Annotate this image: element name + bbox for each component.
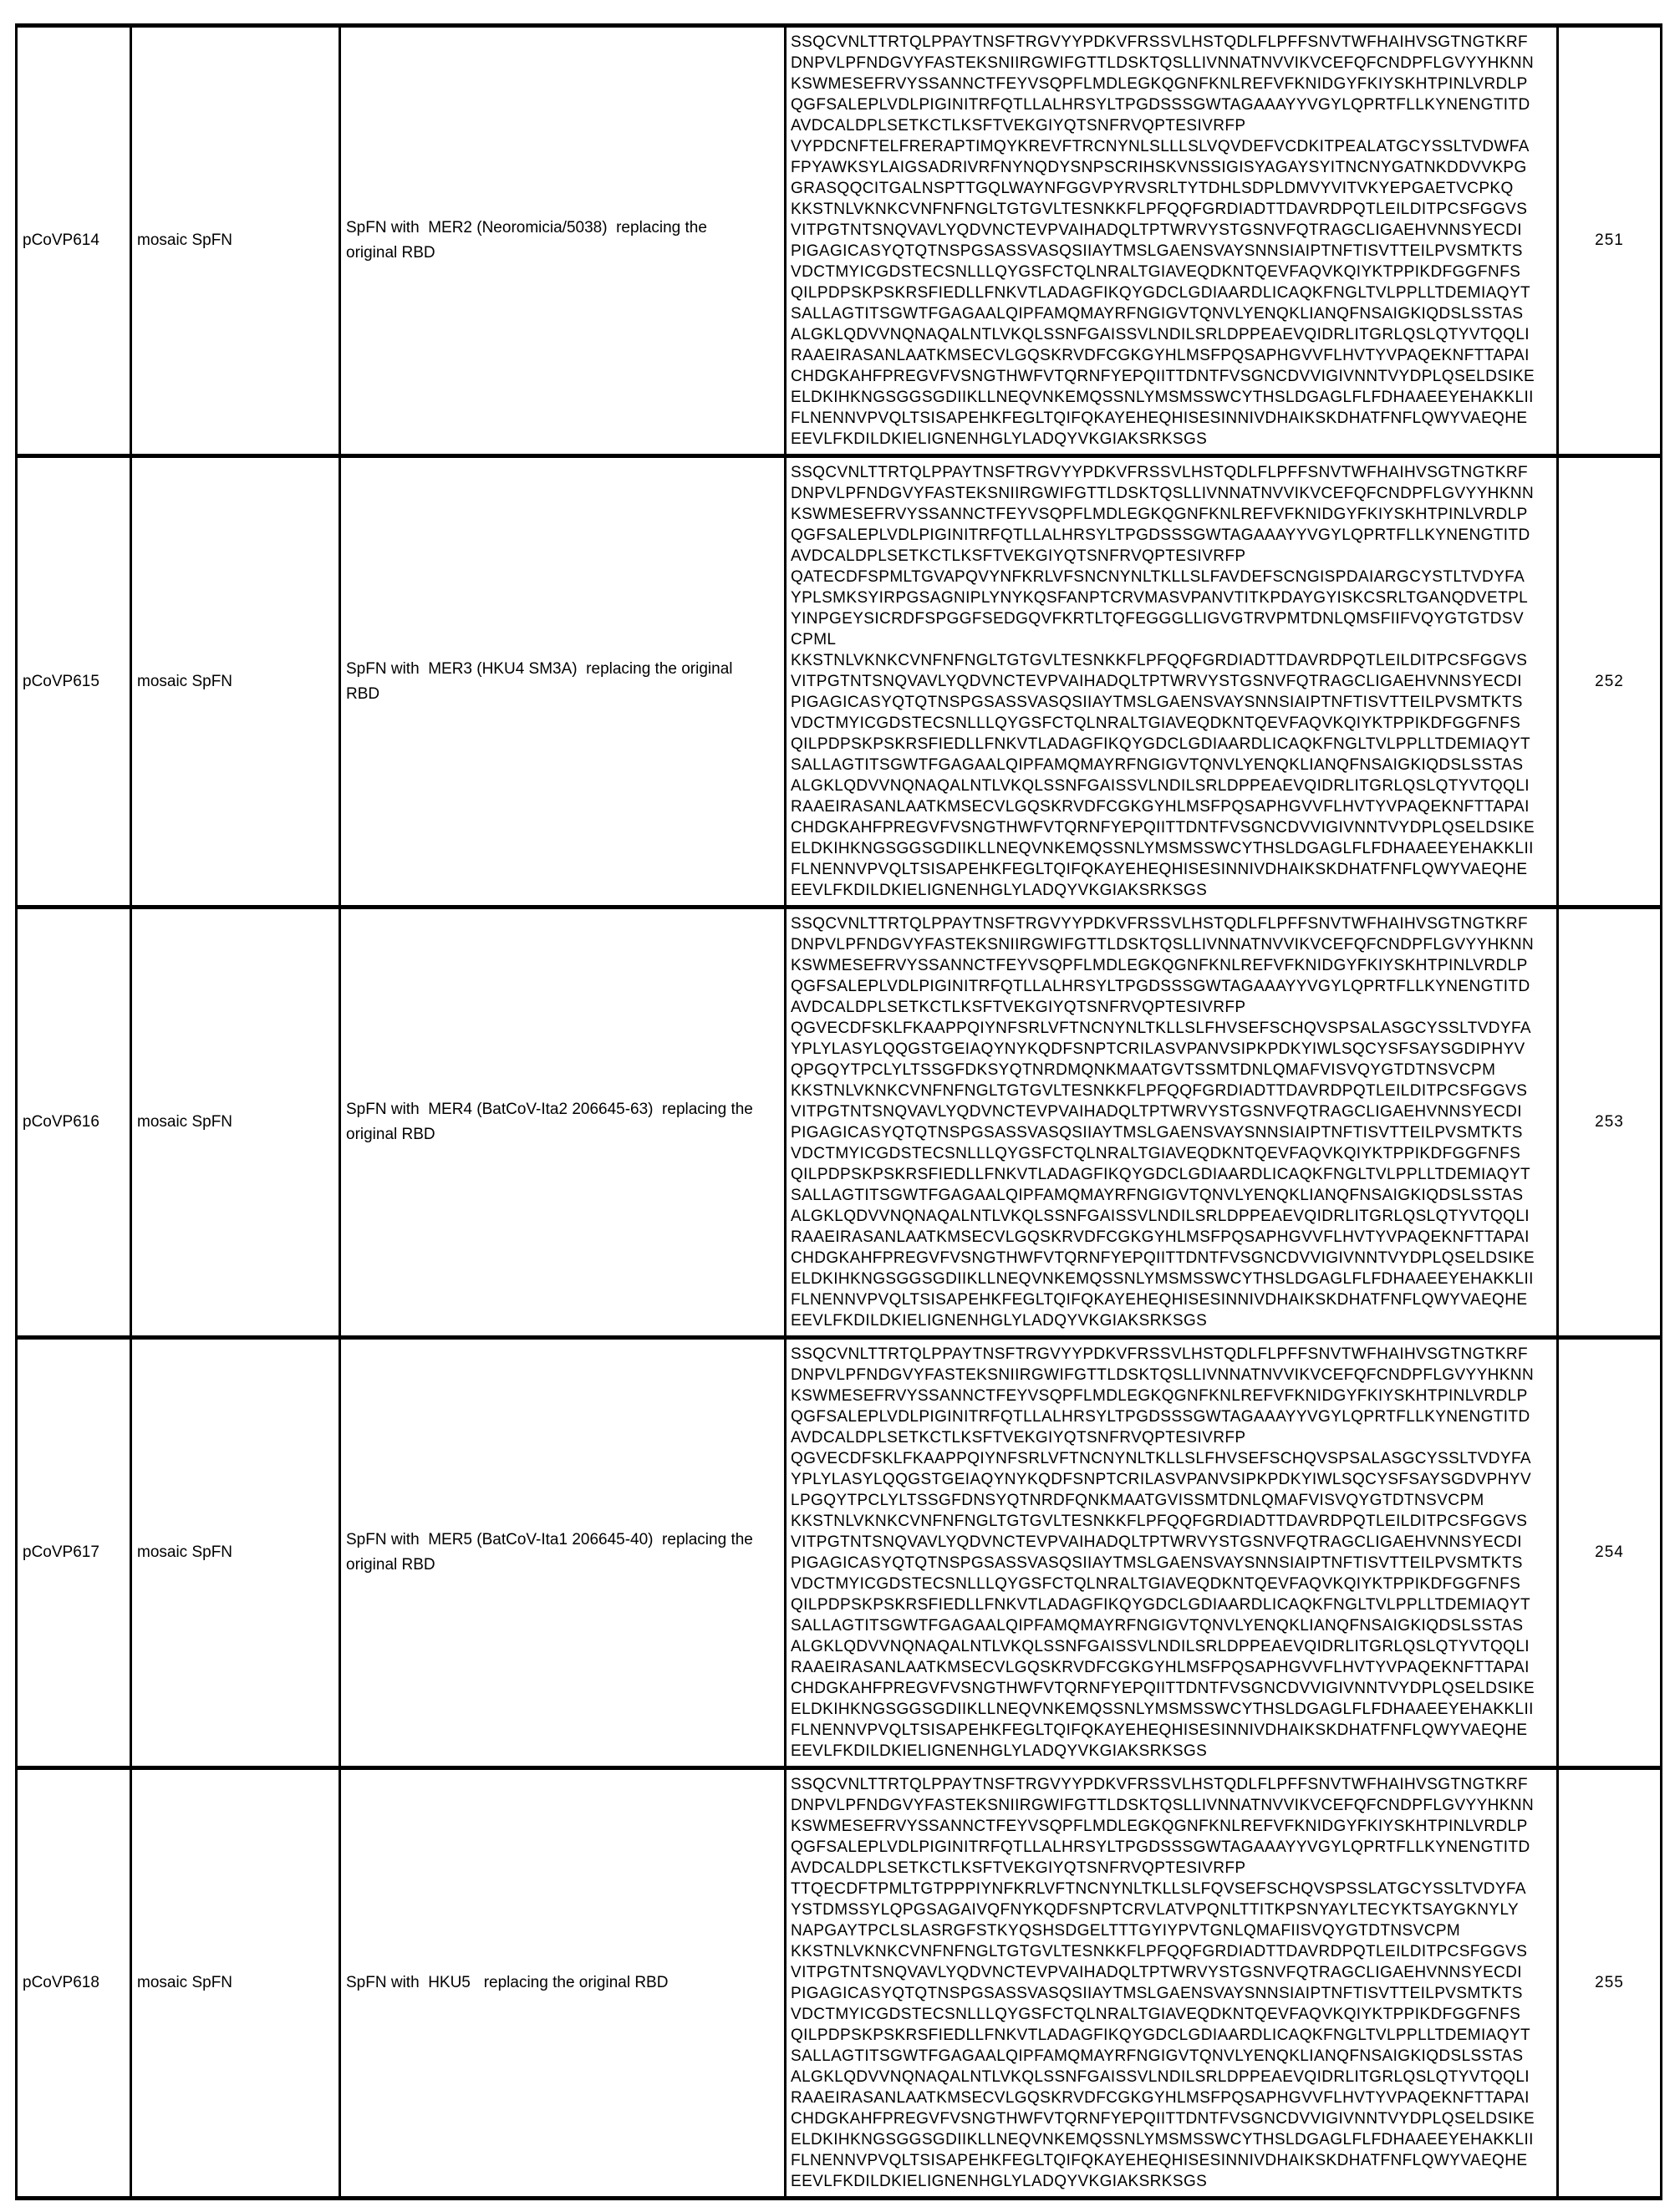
protein-sequence: SSQCVNLTTRTQLPPAYTNSFTRGVYYPDKVFRSSVLHSTQDLFLPFFSNVTWFHAIHVSGTNGTKRF DNPVLPFNDGVYFASTEKSNIIRGWIFGTTLDSKTQSLLIVNNATNVVIKVCEFQFCNDPFLGVYYHKNN KSWMESEFRVYSSANNCTFEYVSQPFLMDLEGKQGNFKNLREFVFKNIDGYFKIYSKHTPINLVRDLP QGFSALEPLVDLPIGINITRFQTLLALHRSYLTPGDSSSGWTAGAAAYYVGYLQPRTFLLKYNENGTITD AVDCALDPLSETKCTLKSFTVEKGIYQTSNFRVQPTESIVRFP QATECDFSPMLTGVAPQVYNFKRLVFSNCNYNLTKLLSLFAVDEFSCNGISPDAIARGCYSTLTVDYFA YPLSMKSYIRPGSAGNIPLYNYKQSFANPTCRVMASVPANVTITKPDAYGYISKCSRLTGANQDVETPL YINPGEYSICRDFSPGGFSEDGQVFKRTLTQFEGGGLLIGVGTRVPMTDNLQMSFIIFVQYGTGTDSV CPML KKSTNLVKNKCVNFNFNGLTGTGVLTESNKKFLPFQQFGRDIADTTDAVRDPQTLEILDITPCSFGGVS VITPGTNTSNQVAVLYQDVNCTEVPVAIHADQLTPTWRVYSTGSNVFQTRAGCLIGAEHVNNSYECDI PIGAGICASYQTQTNSPGSASSVASQSIIAYTMSLGAENSVAYSNNSIAIPTNFTISVTTEILPVSMTKTS VDCTMYICGDSTECSNLLLQYGSFCTQLNRALTGIAVEQDKNTQEVFAQVKQIYKTPPIKDFGGFNFS QILPDPSKPSKRSFIEDLLFNKVTLADAGFIKQYGDCLGDIAARDLICAQKFNGLTVLPPLLTDEMIAQYT SALLAGTITSGWTFGAGAALQIPFAMQMAYRFNGIGVTQNVLYENQKLIANQFNSAIGKIQDSLSSTAS ALGKLQDVVNQNAQALNTLVKQLSSNFGAISSVLNDILSRLDPPEAEVQIDRLITGRLQSLQTYVTQQLI RAAEIRASANLAATKMSECVLGQSKRVDFCGKGYHLMSFPQSAPHGVVFLHVTYVPAQEKNFTTAPAI CHDGKAHFPREGVFVSNGTHWFVTQRNFYEPQIITTDNTFVSGNCDVVIGIVNNTVYDPLQSELDSIKE ELDKIHKNGSGGSGDIIKLLNEQVNKEMQSSNLYMSMSSWCYTHSLDGAGLFLFDHAAEEYEHAKKLII FLNENNVPVQLTSISAPEHKFEGLTQIFQKAYEHEQHISESINNIVDHAIKSKDHATFNFLQWYVAEQHE EEVLFKDILDKIELIGNENHGLYLADQYVKGIAKSRKSGS <box>786 456 1558 908</box>
seq-id-number: 254 <box>1558 1338 1662 1768</box>
table-row <box>17 1768 1662 2199</box>
protein-sequence: SSQCVNLTTRTQLPPAYTNSFTRGVYYPDKVFRSSVLHSTQDLFLPFFSNVTWFHAIHVSGTNGTKRF DNPVLPFNDGVYFASTEKSNIIRGWIFGTTLDSKTQSLLIVNNATNVVIKVCEFQFCNDPFLGVYYHKNN KSWMESEFRVYSSANNCTFEYVSQPFLMDLEGKQGNFKNLREFVFKNIDGYFKIYSKHTPINLVRDLP QGFSALEPLVDLPIGINITRFQTLLALHRSYLTPGDSSSGWTAGAAAYYVGYLQPRTFLLKYNENGTITD AVDCALDPLSETKCTLKSFTVEKGIYQTSNFRVQPTESIVRFP TTQECDFTPMLTGTPPPIYNFKRLVFTNCNYNLTKLLSLFQVSEFSCHQVSPSSLATGCYSSLTVDYFA YSTDMSSYLQPGSAGAIVQFNYKQDFSNPTCRVLATVPQNLTTITKPSNYAYLTECYKTSAYGKNYLY NAPGAYTPCLSLASRGFSTKYQSHSDGELTTTGYIYPVTGNLQMAFIISVQYGTDTNSVCPM KKSTNLVKNKCVNFNFNGLTGTGVLTESNKKFLPFQQFGRDIADTTDAVRDPQTLEILDITPCSFGGVS VITPGTNTSNQVAVLYQDVNCTEVPVAIHADQLTPTWRVYSTGSNVFQTRAGCLIGAEHVNNSYECDI PIGAGICASYQTQTNSPGSASSVASQSIIAYTMSLGAENSVAYSNNSIAIPTNFTISVTTEILPVSMTKTS VDCTMYICGDSTECSNLLLQYGSFCTQLNRALTGIAVEQDKNTQEVFAQVKQIYKTPPIKDFGGFNFS QILPDPSKPSKRSFIEDLLFNKVTLADAGFIKQYGDCLGDIAARDLICAQKFNGLTVLPPLLTDEMIAQYT SALLAGTITSGWTFGAGAALQIPFAMQMAYRFNGIGVTQNVLYENQKLIANQFNSAIGKIQDSLSSTAS ALGKLQDVVNQNAQALNTLVKQLSSNFGAISSVLNDILSRLDPPEAEVQIDRLITGRLQSLQTYVTQQLI RAAEIRASANLAATKMSECVLGQSKRVDFCGKGYHLMSFPQSAPHGVVFLHVTYVPAQEKNFTTAPAI CHDGKAHFPREGVFVSNGTHWFVTQRNFYEPQIITTDNTFVSGNCDVVIGIVNNTVYDPLQSELDSIKE ELDKIHKNGSGGSGDIIKLLNEQVNKEMQSSNLYMSMSSWCYTHSLDGAGLFLFDHAAEEYEHAKKLII FLNENNVPVQLTSISAPEHKFEGLTQIFQKAYEHEQHISESINNIVDHAIKSKDHATFNFLQWYVAEQHE EEVLFKDILDKIELIGNENHGLYLADQYVKGIAKSRKSGS <box>786 1768 1558 2199</box>
construct-type: mosaic SpFN <box>131 456 340 908</box>
construct-description: SpFN with HKU5 replacing the original RBD <box>340 1768 786 2199</box>
protein-sequence: SSQCVNLTTRTQLPPAYTNSFTRGVYYPDKVFRSSVLHSTQDLFLPFFSNVTWFHAIHVSGTNGTKRF DNPVLPFNDGVYFASTEKSNIIRGWIFGTTLDSKTQSLLIVNNATNVVIKVCEFQFCNDPFLGVYYHKNN KSWMESEFRVYSSANNCTFEYVSQPFLMDLEGKQGNFKNLREFVFKNIDGYFKIYSKHTPINLVRDLP QGFSALEPLVDLPIGINITRFQTLLALHRSYLTPGDSSSGWTAGAAAYYVGYLQPRTFLLKYNENGTITD AVDCALDPLSETKCTLKSFTVEKGIYQTSNFRVQPTESIVRFP QGVECDFSKLFKAAPPQIYNFSRLVFTNCNYNLTKLLSLFHVSEFSCHQVSPSALASGCYSSLTVDYFA YPLYLASYLQQGSTGEIAQYNYKQDFSNPTCRILASVPANVSIPKPDKYIWLSQCYSFSAYSGDIPHYV QPGQYTPCLYLTSSGFDKSYQTNRDMQNKMAATGVTSSMTDNLQMAFVISVQYGTDTNSVCPM KKSTNLVKNKCVNFNFNGLTGTGVLTESNKKFLPFQQFGRDIADTTDAVRDPQTLEILDITPCSFGGVS VITPGTNTSNQVAVLYQDVNCTEVPVAIHADQLTPTWRVYSTGSNVFQTRAGCLIGAEHVNNSYECDI PIGAGICASYQTQTNSPGSASSVASQSIIAYTMSLGAENSVAYSNNSIAIPTNFTISVTTEILPVSMTKTS VDCTMYICGDSTECSNLLLQYGSFCTQLNRALTGIAVEQDKNTQEVFAQVKQIYKTPPIKDFGGFNFS QILPDPSKPSKRSFIEDLLFNKVTLADAGFIKQYGDCLGDIAARDLICAQKFNGLTVLPPLLTDEMIAQYT SALLAGTITSGWTFGAGAALQIPFAMQMAYRFNGIGVTQNVLYENQKLIANQFNSAIGKIQDSLSSTAS ALGKLQDVVNQNAQALNTLVKQLSSNFGAISSVLNDILSRLDPPEAEVQIDRLITGRLQSLQTYVTQQLI RAAEIRASANLAATKMSECVLGQSKRVDFCGKGYHLMSFPQSAPHGVVFLHVTYVPAQEKNFTTAPAI CHDGKAHFPREGVFVSNGTHWFVTQRNFYEPQIITTDNTFVSGNCDVVIGIVNNTVYDPLQSELDSIKE ELDKIHKNGSGGSGDIIKLLNEQVNKEMQSSNLYMSMSSWCYTHSLDGAGLFLFDHAAEEYEHAKKLII FLNENNVPVQLTSISAPEHKFEGLTQIFQKAYEHEQHISESINNIVDHAIKSKDHATFNFLQWYVAEQHE EEVLFKDILDKIELIGNENHGLYLADQYVKGIAKSRKSGS <box>786 908 1558 1338</box>
sequence-listing-table <box>15 23 1662 2200</box>
construct-id: pCoVP614 <box>17 26 131 456</box>
construct-type: mosaic SpFN <box>131 26 340 456</box>
seq-id-number: 253 <box>1558 908 1662 1338</box>
construct-type: mosaic SpFN <box>131 1338 340 1768</box>
seq-id-number: 252 <box>1558 456 1662 908</box>
construct-description: SpFN with MER3 (HKU4 SM3A) replacing the original RBD <box>340 456 786 908</box>
construct-id: pCoVP615 <box>17 456 131 908</box>
construct-type: mosaic SpFN <box>131 908 340 1338</box>
seq-id-number: 251 <box>1558 26 1662 456</box>
table-row <box>17 26 1662 456</box>
construct-id: pCoVP618 <box>17 1768 131 2199</box>
table-row <box>17 1338 1662 1768</box>
construct-description: SpFN with MER4 (BatCoV-Ita2 206645-63) replacing the original RBD <box>340 908 786 1338</box>
construct-type: mosaic SpFN <box>131 1768 340 2199</box>
construct-id: pCoVP616 <box>17 908 131 1338</box>
protein-sequence: SSQCVNLTTRTQLPPAYTNSFTRGVYYPDKVFRSSVLHSTQDLFLPFFSNVTWFHAIHVSGTNGTKRF DNPVLPFNDGVYFASTEKSNIIRGWIFGTTLDSKTQSLLIVNNATNVVIKVCEFQFCNDPFLGVYYHKNN KSWMESEFRVYSSANNCTFEYVSQPFLMDLEGKQGNFKNLREFVFKNIDGYFKIYSKHTPINLVRDLP QGFSALEPLVDLPIGINITRFQTLLALHRSYLTPGDSSSGWTAGAAAYYVGYLQPRTFLLKYNENGTITD AVDCALDPLSETKCTLKSFTVEKGIYQTSNFRVQPTESIVRFP QGVECDFSKLFKAAPPQIYNFSRLVFTNCNYNLTKLLSLFHVSEFSCHQVSPSALASGCYSSLTVDYFA YPLYLASYLQQGSTGEIAQYNYKQDFSNPTCRILASVPANVSIPKPDKYIWLSQCYSFSAYSGDVPHYV LPGQYTPCLYLTSSGFDNSYQTNRDFQNKMAATGVISSMTDNLQMAFVISVQYGTDTNSVCPM KKSTNLVKNKCVNFNFNGLTGTGVLTESNKKFLPFQQFGRDIADTTDAVRDPQTLEILDITPCSFGGVS VITPGTNTSNQVAVLYQDVNCTEVPVAIHADQLTPTWRVYSTGSNVFQTRAGCLIGAEHVNNSYECDI PIGAGICASYQTQTNSPGSASSVASQSIIAYTMSLGAENSVAYSNNSIAIPTNFTISVTTEILPVSMTKTS VDCTMYICGDSTECSNLLLQYGSFCTQLNRALTGIAVEQDKNTQEVFAQVKQIYKTPPIKDFGGFNFS QILPDPSKPSKRSFIEDLLFNKVTLADAGFIKQYGDCLGDIAARDLICAQKFNGLTVLPPLLTDEMIAQYT SALLAGTITSGWTFGAGAALQIPFAMQMAYRFNGIGVTQNVLYENQKLIANQFNSAIGKIQDSLSSTAS ALGKLQDVVNQNAQALNTLVKQLSSNFGAISSVLNDILSRLDPPEAEVQIDRLITGRLQSLQTYVTQQLI RAAEIRASANLAATKMSECVLGQSKRVDFCGKGYHLMSFPQSAPHGVVFLHVTYVPAQEKNFTTAPAI CHDGKAHFPREGVFVSNGTHWFVTQRNFYEPQIITTDNTFVSGNCDVVIGIVNNTVYDPLQSELDSIKE ELDKIHKNGSGGSGDIIKLLNEQVNKEMQSSNLYMSMSSWCYTHSLDGAGLFLFDHAAEEYEHAKKLII FLNENNVPVQLTSISAPEHKFEGLTQIFQKAYEHEQHISESINNIVDHAIKSKDHATFNFLQWYVAEQHE EEVLFKDILDKIELIGNENHGLYLADQYVKGIAKSRKSGS <box>786 1338 1558 1768</box>
table-row <box>17 908 1662 1338</box>
construct-description: SpFN with MER2 (Neoromicia/5038) replacing the original RBD <box>340 26 786 456</box>
construct-description: SpFN with MER5 (BatCoV-Ita1 206645-40) replacing the original RBD <box>340 1338 786 1768</box>
protein-sequence: SSQCVNLTTRTQLPPAYTNSFTRGVYYPDKVFRSSVLHSTQDLFLPFFSNVTWFHAIHVSGTNGTKRF DNPVLPFNDGVYFASTEKSNIIRGWIFGTTLDSKTQSLLIVNNATNVVIKVCEFQFCNDPFLGVYYHKNN KSWMESEFRVYSSANNCTFEYVSQPFLMDLEGKQGNFKNLREFVFKNIDGYFKIYSKHTPINLVRDLP QGFSALEPLVDLPIGINITRFQTLLALHRSYLTPGDSSSGWTAGAAAYYVGYLQPRTFLLKYNENGTITD AVDCALDPLSETKCTLKSFTVEKGIYQTSNFRVQPTESIVRFP VYPDCNFTELFRERAPTIMQYKREVFTRCNYNLSLLLSLVQVDEFVCDKITPEALATGCYSSLTVDWFA FPYAWKSYLAIGSADRIVRFNYNQDYSNPSCRIHSKVNSSIGISYAGAYSYITNCNYGATNKDDVVKPG GRASQQCITGALNSPTTGQLWAYNFGGVPYRVSRLTYTDHLSDPLDMVYVITVKYEPGAETVCPKQ KKSTNLVKNKCVNFNFNGLTGTGVLTESNKKFLPFQQFGRDIADTTDAVRDPQTLEILDITPCSFGGVS VITPGTNTSNQVAVLYQDVNCTEVPVAIHADQLTPTWRVYSTGSNVFQTRAGCLIGAEHVNNSYECDI PIGAGICASYQTQTNSPGSASSVASQSIIAYTMSLGAENSVAYSNNSIAIPTNFTISVTTEILPVSMTKTS VDCTMYICGDSTECSNLLLQYGSFCTQLNRALTGIAVEQDKNTQEVFAQVKQIYKTPPIKDFGGFNFS QILPDPSKPSKRSFIEDLLFNKVTLADAGFIKQYGDCLGDIAARDLICAQKFNGLTVLPPLLTDEMIAQYT SALLAGTITSGWTFGAGAALQIPFAMQMAYRFNGIGVTQNVLYENQKLIANQFNSAIGKIQDSLSSTAS ALGKLQDVVNQNAQALNTLVKQLSSNFGAISSVLNDILSRLDPPEAEVQIDRLITGRLQSLQTYVTQQLI RAAEIRASANLAATKMSECVLGQSKRVDFCGKGYHLMSFPQSAPHGVVFLHVTYVPAQEKNFTTAPAI CHDGKAHFPREGVFVSNGTHWFVTQRNFYEPQIITTDNTFVSGNCDVVIGIVNNTVYDPLQSELDSIKE ELDKIHKNGSGGSGDIIKLLNEQVNKEMQSSNLYMSMSSWCYTHSLDGAGLFLFDHAAEEYEHAKKLII FLNENNVPVQLTSISAPEHKFEGLTQIFQKAYEHEQHISESINNIVDHAIKSKDHATFNFLQWYVAEQHE EEVLFKDILDKIELIGNENHGLYLADQYVKGIAKSRKSGS <box>786 26 1558 456</box>
construct-id: pCoVP617 <box>17 1338 131 1768</box>
seq-id-number: 255 <box>1558 1768 1662 2199</box>
table-row <box>17 456 1662 908</box>
